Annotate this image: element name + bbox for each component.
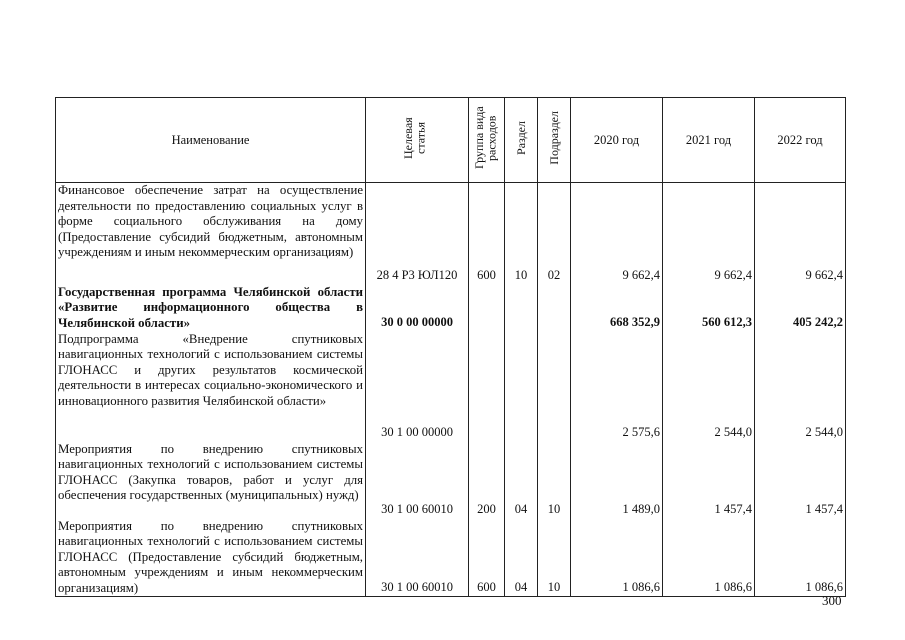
table-row [56, 519, 846, 597]
header-group: Группа вида расходов [471, 106, 499, 170]
budget-table [55, 97, 846, 597]
row-section [505, 285, 538, 332]
row-name: Мероприятия по внедрению спутниковых навигационных технологий с использованием системы ГЛОНАСС (Закупка товаров, работ и услуг для обеспечения государственных (муниципальных) нужд) [56, 442, 366, 519]
row-section: 04 [505, 442, 538, 519]
header-2022: 2022 год [755, 98, 846, 183]
row-2021: 9 662,4 [663, 183, 755, 285]
table-row [56, 332, 846, 442]
row-2022: 9 662,4 [755, 183, 846, 285]
row-group: 200 [469, 442, 505, 519]
row-group [469, 285, 505, 332]
page-number: 300 [822, 593, 842, 608]
table-row [56, 183, 846, 285]
row-code: 30 1 00 00000 [366, 332, 469, 442]
row-subsection [538, 332, 571, 442]
row-2021: 2 544,0 [663, 332, 755, 442]
header-name: Наименование [56, 98, 366, 183]
table-header-row [56, 98, 846, 183]
header-section: Раздел [513, 121, 528, 155]
row-group: 600 [469, 183, 505, 285]
row-2020: 668 352,9 [571, 285, 663, 332]
table-row [56, 285, 846, 332]
table-row [56, 442, 846, 519]
row-subsection: 10 [538, 442, 571, 519]
row-name: Подпрограмма «Внедрение спутниковых навигационных технологий с использованием системы ГЛОНАСС и других результатов космической деятельности в интересах социально-экономического и инновационного развития Челябинской области» [56, 332, 366, 442]
row-2022: 2 544,0 [755, 332, 846, 442]
row-subsection [538, 285, 571, 332]
row-2020: 1 489,0 [571, 442, 663, 519]
header-2021: 2021 год [663, 98, 755, 183]
row-section [505, 332, 538, 442]
row-subsection: 10 [538, 519, 571, 597]
row-2021: 1 086,6 [663, 519, 755, 597]
header-subsection: Подраздел [546, 111, 561, 165]
row-2022: 1 457,4 [755, 442, 846, 519]
row-group [469, 332, 505, 442]
row-name: Государственная программа Челябинской области «Развитие информационного общества в Челябинской области» [56, 285, 366, 332]
row-name: Мероприятия по внедрению спутниковых навигационных технологий с использованием системы ГЛОНАСС (Предоставление субсидий бюджетным, автономным учреждениям и иным некоммерческим организациям) [56, 519, 366, 597]
row-code: 30 0 00 00000 [366, 285, 469, 332]
header-code: Целевая статья [401, 117, 428, 159]
row-name: Финансовое обеспечение затрат на осуществление деятельности по предоставлению социальных услуг в форме социального обслуживания на дому (Предоставление субсидий бюджетным, автономным учреждениям и иным некоммерческим организациям) [56, 183, 366, 285]
row-section: 04 [505, 519, 538, 597]
row-code: 30 1 00 60010 [366, 519, 469, 597]
row-code: 30 1 00 60010 [366, 442, 469, 519]
row-2021: 560 612,3 [663, 285, 755, 332]
budget-table-page [55, 97, 845, 597]
row-2022: 405 242,2 [755, 285, 846, 332]
row-subsection: 02 [538, 183, 571, 285]
row-2020: 2 575,6 [571, 332, 663, 442]
row-2021: 1 457,4 [663, 442, 755, 519]
row-2022: 1 086,6 [755, 519, 846, 597]
row-2020: 9 662,4 [571, 183, 663, 285]
row-2020: 1 086,6 [571, 519, 663, 597]
row-code: 28 4 P3 ЮЛ120 [366, 183, 469, 285]
header-2020: 2020 год [571, 98, 663, 183]
row-section: 10 [505, 183, 538, 285]
row-group: 600 [469, 519, 505, 597]
